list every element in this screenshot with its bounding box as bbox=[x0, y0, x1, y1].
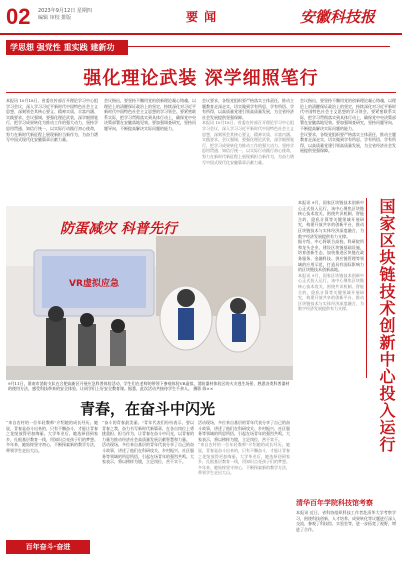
right-rule bbox=[366, 198, 367, 378]
right-bottom-headline: 清华百年学院科技馆考察 bbox=[296, 499, 373, 507]
right-article-text bbox=[298, 200, 364, 490]
vertical-headline: 国家区块链技术创新中心投入运行 bbox=[377, 198, 396, 453]
bottom-column-3 bbox=[198, 420, 290, 570]
bottom-column-2 bbox=[102, 420, 194, 570]
main-headline: 强化理论武装 深学细照笔行 bbox=[83, 68, 319, 89]
article-paragraph: 活动现场，多位来自基层的青年代表分享了自己的奋斗故事，讲述了他们在科研攻关、乡村振兴、社区服务等领域的所思所悟，引起在场青年的强烈共鸣。大家表示，将以榜样为镜，立足岗位，苦干实干。 bbox=[198, 420, 290, 442]
bottom-column-banner: 百年奋斗·奋进 bbox=[6, 540, 90, 554]
page-number: 02 bbox=[6, 4, 31, 29]
article-paragraph: “奋斗的青春最美丽。”青年代表们纷纷表示，要以青春之我，奋力书写新时代新篇章，在各自岗位上勇挑重担、担当作为，让青春在奋斗中闪光，以青春的力量为推动经济社会高质量发展贡献智慧和力量。 bbox=[102, 420, 194, 442]
banner-rule bbox=[128, 46, 390, 47]
photo-caption bbox=[8, 381, 291, 392]
section-title: 要 闻 bbox=[186, 10, 218, 24]
article-paragraph: 活动现场，多位来自基层的青年代表分享了自己的奋斗故事，讲述了他们在科研攻关、乡村振兴、社区服务等领域的所思所悟，引起在场青年的强烈共鸣。大家表示，将以榜样为镜，立足岗位，苦干实干。 bbox=[102, 442, 194, 465]
article-column-3 bbox=[202, 98, 294, 202]
article-paragraph: “来自农村的一位年轻教师”介绍她的成长经历。她说，青春是奋斗出来的，只有不懈奋斗，才能让青春之花绽放得更加绚丽。大学毕业后，她选择回到家乡，扎根基层教育一线，用知识点亮孩子们的梦想。多年来，她始终坚守初心，不断探索新的教学方法，带领学生走出大山。 bbox=[198, 442, 290, 476]
date-text: 2023年9月12日 星期四 bbox=[38, 8, 92, 14]
header-rule bbox=[0, 33, 402, 35]
right-bottom-text bbox=[296, 510, 396, 572]
screen-text: VR虚拟应急 bbox=[69, 279, 119, 289]
article-paragraph: 据介绍，中心将联合高校、科研院所和龙头企业，建设区块链基础设施，培育创新生态，加快推进区块链在政务服务、金融科技、供应链管理等领域的应用示范，打造具有国际影响力的区块链技术创新高地。 bbox=[298, 239, 364, 273]
article-paragraph: 会议要求，各级党组织要严格落实主体责任，推动主题教育走深走实，切实做到学有所思、学有所悟、学有所得，以高质量党建引领高质量发展，为全省经济社会发展提供坚强保障。 bbox=[202, 98, 294, 120]
article-column-4 bbox=[300, 98, 396, 194]
photo-title: 防蛋减灾 科普先行 bbox=[60, 221, 177, 237]
article-column-1 bbox=[6, 98, 98, 202]
article-paragraph: 本报讯 9月，国家区块链技术创新中心正式投入运行。该中心聚焦区块链核心技术攻关，围绕共识机制、智能合约、隐私计算等关键领域开展研究，构建开放共享的创新平台，推动区块链技术与实体经济深度融合，为数字经济发展提供有力支撑。 bbox=[298, 200, 364, 239]
bottom-column-1 bbox=[6, 420, 98, 536]
second-headline: 青春，在奋斗中闪光 bbox=[80, 400, 216, 418]
article-column-2 bbox=[104, 98, 196, 202]
headline-rule bbox=[6, 92, 396, 93]
article-paragraph: 会议要求，各级党组织要严格落实主体责任，推动主题教育走深走实，切实做到学有所思、学有所悟、学有所得，以高质量党建引领高质量发展，为全省经济社会发展提供坚强保障。 bbox=[300, 131, 396, 154]
dateline bbox=[38, 8, 92, 22]
column-banner: 学思想 强党性 重实践 建新功 bbox=[6, 40, 128, 55]
article-paragraph: 会议指出，要坚持不懈用党的创新理论凝心铸魂，以理论上的清醒保证政治上的坚定，持续深化对习近平新时代中国特色社会主义思想的学习领会。要紧密联系实际，把学习贯彻落实到具体行动上，确保党中央决策部署在安徽落地见效。要加强调查研究，坚持问题导向，不断提高解决实际问题的能力。 bbox=[300, 98, 396, 131]
article-paragraph: 本报讯 9月，国家区块链技术创新中心正式投入运行。该中心聚焦区块链核心技术攻关，围绕共识机制、智能合约、隐私计算等关键领域开展研究，构建开放共享的创新平台，推动区块链技术与实体经济深度融合，为数字经济发展提供有力支撑。 bbox=[298, 272, 364, 312]
article-paragraph: 会议指出，要坚持不懈用党的创新理论凝心铸魂，以理论上的清醒保证政治上的坚定，持续深化对习近平新时代中国特色社会主义思想的学习领会。要紧密联系实际，把学习贯彻落实到具体行动上，确保党中央决策部署在安徽落地见效。要加强调查研究，坚持问题导向，不断提高解决实际问题的能力。 bbox=[104, 98, 196, 131]
masthead-logo: 安徽科技报 bbox=[300, 8, 376, 26]
article-paragraph: 本报讯 近日，省科协组织科技工作者赴清华大学考察学习，围绕科技创新、人才培养、成果转化等议题进行深入交流，参观了科技馆、实验室等，进一步拓宽了视野，增进了合作。 bbox=[296, 510, 396, 532]
article-paragraph: 本报讯 10月18日，省委宣传部召开理论学习中心组学习会议，深入学习习近平新时代中国特色社会主义思想，深刻领会其核心要义、精神实质、丰富内涵、实践要求。会议强调，要强化理论武装，深学细照笔行，把学习成果转化为推动工作的强大动力，坚持学思用贯通、知信行统一，以实际行动践行初心使命，努力在新时代新征程上展现新担当新作为，为奋力谱写中国式现代化安徽篇章贡献力量。 bbox=[202, 120, 294, 165]
page-header bbox=[0, 0, 402, 34]
caption-text: 9月11日，淮南市消防支队在合肥高新区开展应急科普体验活动，学生们在老师的带领下参观体验VR虚拟、消防器材体验区的火灾逃生场景，熟悉各类科普器材的使用方法，感受科技带来的安全体验，让同学们上好安全教育课。据悉，此次活动共接待学生千余人。 bbox=[8, 381, 290, 392]
editor-text: 编辑 审校 排版 bbox=[38, 15, 72, 21]
article-paragraph: “来自农村的一位年轻教师”介绍她的成长经历。她说，青春是奋斗出来的，只有不懈奋斗，才能让青春之花绽放得更加绚丽。大学毕业后，她选择回到家乡，扎根基层教育一线，用知识点亮孩子们的梦想。多年来，她始终坚守初心，不断探索新的教学方法，带领学生走出大山。 bbox=[6, 420, 98, 453]
photographer-credit: 摄影 陈×× bbox=[193, 386, 214, 392]
article-paragraph: 本报讯 10月18日，省委宣传部召开理论学习中心组学习会议，深入学习习近平新时代中国特色社会主义思想，深刻领会其核心要义、精神实质、丰富内涵、实践要求。会议强调，要强化理论武装，深学细照笔行，把学习成果转化为推动工作的强大动力，坚持学思用贯通、知信行统一，以实际行动践行初心使命，努力在新时代新征程上展现新担当新作为，为奋力谱写中国式现代化安徽篇章贡献力量。 bbox=[6, 98, 98, 143]
